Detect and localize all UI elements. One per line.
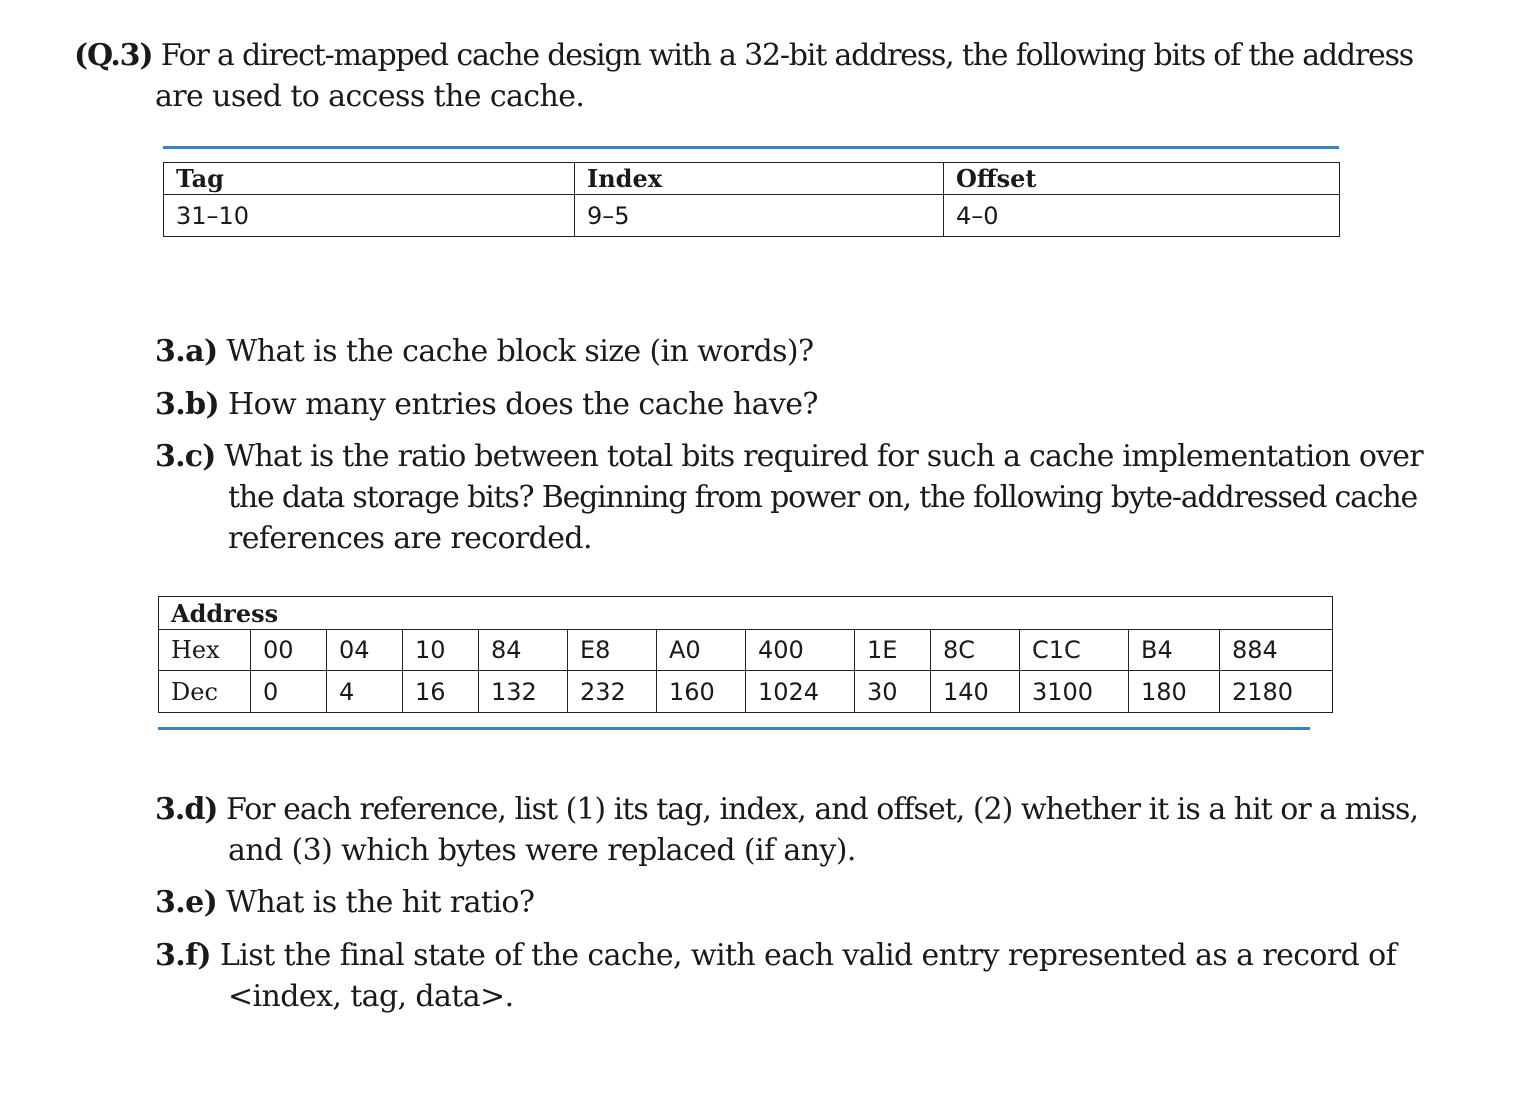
part-f <box>155 935 1396 976</box>
hex-cell: A0 <box>657 630 746 671</box>
bit-field-header-row <box>164 163 1340 195</box>
part-c <box>155 436 1423 477</box>
hex-cell: 8C <box>931 630 1020 671</box>
part-a <box>155 331 814 372</box>
part-a-label: 3.a) <box>155 334 218 369</box>
part-b-text: How many entries does the cache have? <box>228 387 818 422</box>
question-line-2: are used to access the cache. <box>155 79 585 114</box>
part-e <box>155 882 534 923</box>
dec-cell: 0 <box>251 671 327 713</box>
address-table <box>158 596 1333 713</box>
question-line-1 <box>74 35 1413 76</box>
part-f-text-2: <index, tag, data>. <box>228 979 514 1014</box>
value-index: 9–5 <box>575 195 944 237</box>
hex-cell: 400 <box>746 630 855 671</box>
dec-cell: 3100 <box>1020 671 1129 713</box>
part-f-label: 3.f) <box>155 938 212 973</box>
part-f-text-1: List the final state of the cache, with each valid entry represented as a record of <box>219 938 1397 973</box>
part-d-text-1: For each reference, list (1) its tag, index, and offset, (2) whether it is a hit or a miss, <box>226 792 1418 827</box>
dec-cell: 16 <box>403 671 479 713</box>
hex-cell: 1E <box>855 630 931 671</box>
hex-cell: 00 <box>251 630 327 671</box>
bottom-rule <box>158 727 1310 730</box>
dec-cell: 1024 <box>746 671 855 713</box>
hex-cell: B4 <box>1129 630 1220 671</box>
part-a-text: What is the cache block size (in words)? <box>226 334 814 369</box>
hex-cell: E8 <box>568 630 657 671</box>
part-d-label: 3.d) <box>155 792 218 827</box>
header-offset: Offset <box>944 163 1340 195</box>
part-b <box>155 384 818 425</box>
hex-cell: 884 <box>1220 630 1333 671</box>
part-b-label: 3.b) <box>155 387 220 422</box>
hex-label: Hex <box>159 630 251 671</box>
part-c-text-3: references are recorded. <box>228 521 592 556</box>
part-e-label: 3.e) <box>155 885 218 920</box>
dec-cell: 180 <box>1129 671 1220 713</box>
dec-row <box>159 671 1333 713</box>
part-c-label: 3.c) <box>155 439 216 474</box>
dec-cell: 160 <box>657 671 746 713</box>
dec-cell: 132 <box>479 671 568 713</box>
hex-row <box>159 630 1333 671</box>
dec-cell: 232 <box>568 671 657 713</box>
hex-cell: 84 <box>479 630 568 671</box>
question-text-1: For a direct-mapped cache design with a 32-bit address, the following bits of the address <box>160 38 1413 73</box>
part-e-text: What is the hit ratio? <box>226 885 535 920</box>
bit-field-value-row <box>164 195 1340 237</box>
question-number: (Q.3) <box>74 38 153 73</box>
header-index: Index <box>575 163 944 195</box>
hex-cell: C1C <box>1020 630 1129 671</box>
top-rule <box>163 146 1339 149</box>
dec-cell: 4 <box>327 671 403 713</box>
part-c-text-1: What is the ratio between total bits required for such a cache implementation over <box>224 439 1423 474</box>
dec-label: Dec <box>159 671 251 713</box>
hex-cell: 04 <box>327 630 403 671</box>
hex-cell: 10 <box>403 630 479 671</box>
bit-field-table <box>163 162 1340 237</box>
part-d <box>155 789 1418 830</box>
dec-cell: 2180 <box>1220 671 1333 713</box>
part-d-text-2: and (3) which bytes were replaced (if any). <box>228 833 856 868</box>
value-offset: 4–0 <box>944 195 1340 237</box>
address-title-row <box>159 597 1333 630</box>
value-tag: 31–10 <box>164 195 575 237</box>
address-title: Address <box>159 597 1333 630</box>
part-c-text-2: the data storage bits? Beginning from power on, the following byte-addressed cache <box>228 480 1418 515</box>
dec-cell: 140 <box>931 671 1020 713</box>
dec-cell: 30 <box>855 671 931 713</box>
header-tag: Tag <box>164 163 575 195</box>
